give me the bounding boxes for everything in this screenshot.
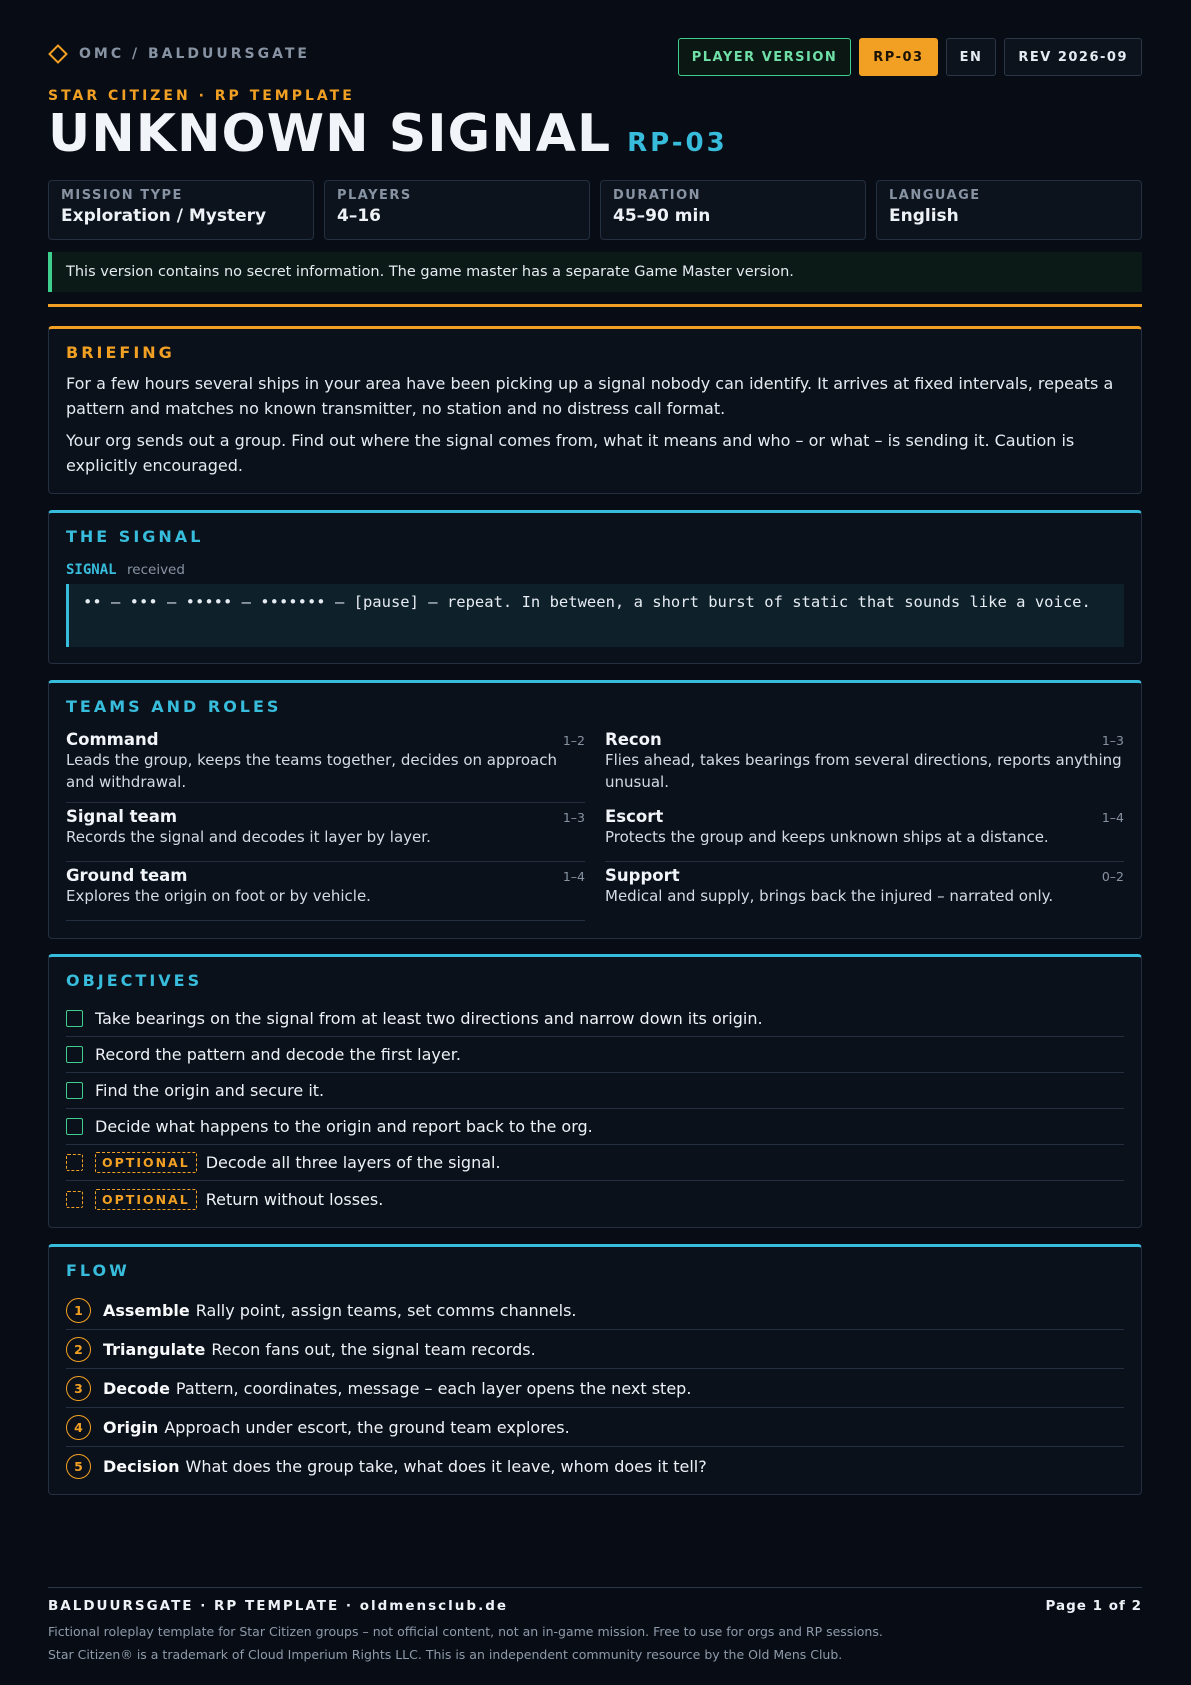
version-notice: This version contains no secret information. The game master has a separate Game Master version.: [48, 252, 1142, 292]
flow-step: [66, 1291, 1124, 1330]
role-count: 1–4: [1101, 810, 1124, 825]
flow-step: [66, 1369, 1124, 1408]
page-number: Page 1 of 2: [1045, 1598, 1142, 1614]
briefing-paragraph: Your org sends out a group. Find out where the signal comes from, what it means and who – or what – is sending it. Caution is explicitly encouraged.: [66, 431, 1075, 475]
step-name: Assemble: [103, 1300, 190, 1320]
footer-trademark: Star Citizen® is a trademark of Cloud Imperium Rights LLC. This is an independent community resource by the Old Mens Club.: [48, 1647, 843, 1662]
objectives-section: [48, 954, 1142, 1228]
flow-list: [66, 1291, 1124, 1486]
version-badge: PLAYER VERSION: [678, 38, 852, 76]
teams-grid: [66, 726, 1124, 921]
role-recon: [605, 726, 1124, 803]
meta-label: MISSION TYPE: [61, 188, 183, 203]
signal-section: [48, 510, 1142, 664]
briefing-section: [48, 326, 1142, 494]
meta-value: 45–90 min: [613, 206, 711, 226]
objective-checkbox[interactable]: [66, 1010, 83, 1027]
footer-disclaimer: Fictional roleplay template for Star Citizen groups – not official content, not an in-game mission. Free to use for orgs and RP sessions.: [48, 1624, 883, 1639]
step-number: 2: [66, 1337, 91, 1362]
objective-text: Return without losses.: [205, 1189, 384, 1209]
meta-value: Exploration / Mystery: [61, 206, 267, 226]
meta-duration: [600, 180, 866, 240]
role-desc: Records the signal and decodes it layer by layer.: [66, 828, 431, 846]
signal-tag: SIGNAL: [66, 562, 117, 578]
page-title: UNKNOWN SIGNAL: [48, 104, 612, 164]
flow-step: [66, 1408, 1124, 1447]
objective-text: Find the origin and secure it.: [95, 1081, 325, 1100]
role-command: [66, 726, 585, 803]
role-desc: Explores the origin on foot or by vehicle.: [66, 887, 371, 905]
meta-value: 4–16: [337, 206, 381, 226]
section-title: THE SIGNAL: [66, 527, 204, 546]
flow-step: [66, 1447, 1124, 1486]
role-desc: Medical and supply, brings back the injured – narrated only.: [605, 887, 1054, 905]
role-name: Support: [605, 866, 680, 885]
section-title: OBJECTIVES: [66, 971, 203, 990]
step-text: Rally point, assign teams, set comms channels.: [195, 1300, 577, 1320]
meta-mission-type: [48, 180, 314, 240]
optional-checkbox[interactable]: [66, 1154, 83, 1171]
step-number: 3: [66, 1376, 91, 1401]
section-title: TEAMS AND ROLES: [66, 697, 282, 716]
step-name: Triangulate: [103, 1339, 206, 1359]
role-desc: Leads the group, keeps the teams together, decides on approach and withdrawal.: [66, 751, 557, 791]
role-count: 1–3: [1101, 733, 1124, 748]
header-bar: [48, 38, 1142, 78]
role-name: Recon: [605, 730, 662, 749]
meta-label: LANGUAGE: [889, 188, 981, 203]
objective-item: [66, 1109, 1124, 1145]
signal-header: [66, 562, 1124, 578]
objectives-list: [66, 1001, 1124, 1217]
objective-text: Record the pattern and decode the first layer.: [95, 1045, 461, 1064]
step-text: What does the group take, what does it leave, whom does it tell?: [185, 1457, 707, 1476]
objective-text: Take bearings on the signal from at least two directions and narrow down its origin.: [95, 1009, 763, 1028]
language-badge: EN: [946, 38, 997, 76]
objective-checkbox[interactable]: [66, 1118, 83, 1135]
briefing-paragraph: For a few hours several ships in your area have been picking up a signal nobody can identify. It arrives at fixed intervals, repeats a pattern and matches no known transmitter, no station and no distress call format.: [66, 374, 1114, 418]
code-badge: RP-03: [859, 38, 937, 76]
mission-meta: [48, 180, 1142, 240]
role-ground-team: [66, 862, 585, 921]
teams-column-right: [605, 726, 1124, 921]
flow-section: [48, 1244, 1142, 1495]
step-name: Origin: [103, 1417, 159, 1437]
role-name: Signal team: [66, 807, 178, 826]
optional-objective-item: [66, 1145, 1124, 1181]
diamond-icon: [48, 44, 68, 64]
step-text: Recon fans out, the signal team records.: [211, 1339, 536, 1359]
meta-label: DURATION: [613, 188, 702, 203]
step-text: Approach under escort, the ground team explores.: [164, 1417, 570, 1437]
org-text: OMC / BALDUURSGATE: [79, 46, 310, 62]
header-pills: [678, 38, 1142, 76]
meta-value: English: [889, 206, 959, 226]
optional-checkbox[interactable]: [66, 1191, 83, 1208]
role-count: 1–4: [562, 869, 585, 884]
step-number: 4: [66, 1415, 91, 1440]
step-name: Decision: [103, 1457, 180, 1476]
section-title: FLOW: [66, 1261, 130, 1280]
org-label: [48, 46, 310, 62]
role-count: 1–2: [562, 733, 585, 748]
teams-section: [48, 680, 1142, 939]
step-number: 5: [66, 1454, 91, 1479]
document-page: [48, 0, 1142, 1685]
objective-item: [66, 1037, 1124, 1073]
role-name: Escort: [605, 807, 664, 826]
footer-brand: BALDUURSGATE · RP TEMPLATE · oldmensclub.de: [48, 1598, 509, 1614]
meta-label: PLAYERS: [337, 188, 412, 203]
section-title: BRIEFING: [66, 343, 175, 362]
revision-badge: REV 2026-09: [1004, 38, 1142, 76]
role-count: 0–2: [1101, 869, 1124, 884]
divider: [48, 304, 1142, 307]
role-support: [605, 862, 1124, 921]
signal-status: received: [127, 562, 185, 578]
objective-item: [66, 1073, 1124, 1109]
role-signal-team: [66, 803, 585, 862]
meta-players: [324, 180, 590, 240]
page-footer: [48, 1587, 1142, 1662]
optional-badge: OPTIONAL: [95, 1152, 197, 1173]
role-desc: Protects the group and keeps unknown ships at a distance.: [605, 828, 1049, 846]
mission-code: RP-03: [627, 128, 728, 158]
role-name: Ground team: [66, 866, 188, 885]
title-row: [48, 104, 728, 164]
role-escort: [605, 803, 1124, 862]
meta-language: [876, 180, 1142, 240]
objective-item: [66, 1001, 1124, 1037]
kicker: STAR CITIZEN · RP TEMPLATE: [48, 88, 355, 104]
step-name: Decode: [103, 1378, 170, 1398]
step-number: 1: [66, 1298, 91, 1323]
optional-objective-item: [66, 1181, 1124, 1217]
role-count: 1–3: [562, 810, 585, 825]
role-desc: Flies ahead, takes bearings from several directions, reports anything unusual.: [605, 751, 1122, 791]
teams-column-left: [66, 726, 585, 921]
optional-badge: OPTIONAL: [95, 1189, 197, 1210]
objective-text: Decode all three layers of the signal.: [205, 1153, 501, 1172]
objective-checkbox[interactable]: [66, 1082, 83, 1099]
signal-text: •• – ••• – ••••• – ••••••• – [pause] – repeat. In between, a short burst of static that sounds like a voice.: [66, 584, 1124, 647]
step-text: Pattern, coordinates, message – each layer opens the next step.: [175, 1378, 692, 1398]
objective-checkbox[interactable]: [66, 1046, 83, 1063]
objective-text: Decide what happens to the origin and report back to the org.: [95, 1117, 593, 1136]
role-name: Command: [66, 730, 159, 749]
flow-step: [66, 1330, 1124, 1369]
